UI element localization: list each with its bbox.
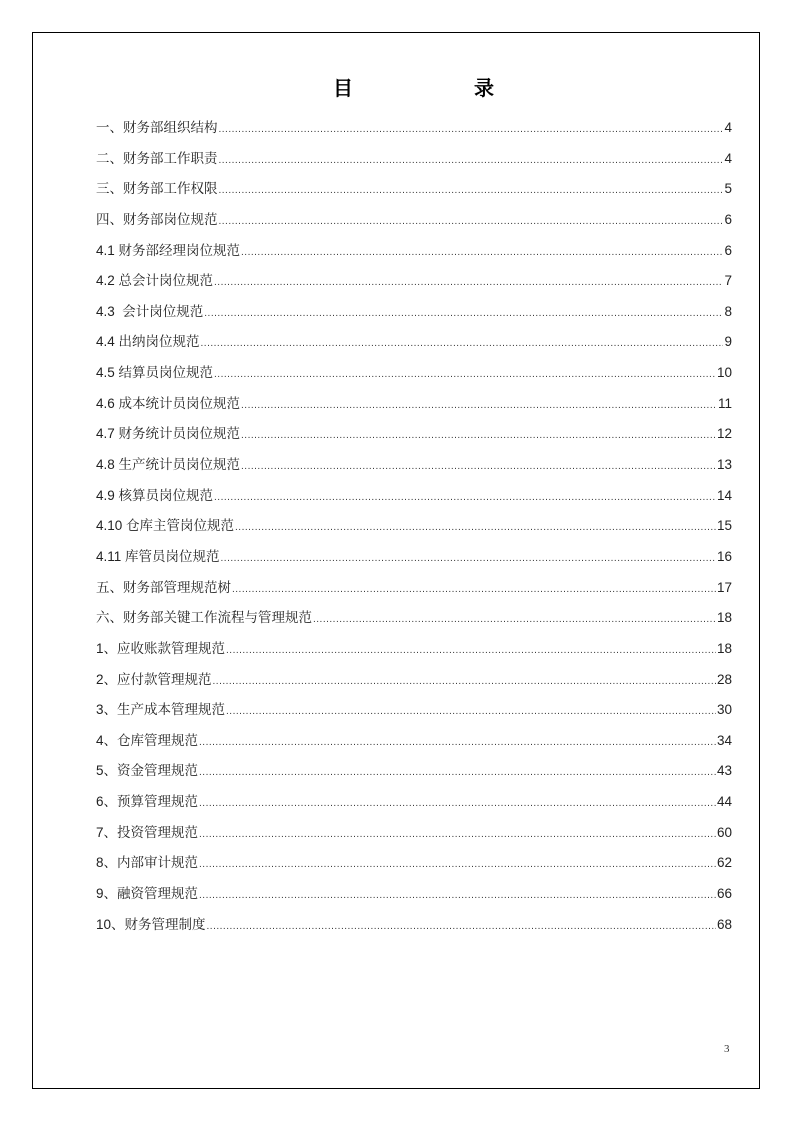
toc-entry[interactable] (96, 118, 732, 149)
toc-entry-page: 60 (716, 824, 732, 840)
toc-entry-label: 一、财务部组织结构 (96, 120, 218, 136)
toc-entry-page: 44 (716, 794, 732, 810)
toc-leader-dots (213, 672, 716, 692)
toc-entry[interactable] (96, 179, 732, 210)
toc-entry[interactable] (96, 761, 732, 792)
toc-entry-label: 四、财务部岗位规范 (96, 211, 218, 228)
toc-entry-page: 18 (716, 610, 732, 626)
toc-leader-dots (201, 334, 724, 354)
toc-entry[interactable] (96, 149, 732, 180)
toc-entry-label: 6、预算管理规范 (96, 794, 199, 810)
toc-entry[interactable] (96, 394, 732, 425)
toc-leader-dots (219, 181, 724, 201)
toc-entry-page: 13 (716, 457, 732, 473)
toc-leader-dots (226, 641, 716, 661)
toc-entry-page: 10 (716, 365, 732, 381)
toc-entry-label: 3、生产成本管理规范 (96, 702, 226, 718)
toc-entry-label: 4.4 出纳岗位规范 (96, 334, 200, 350)
toc-entry[interactable] (96, 547, 732, 578)
toc-entry-page: 5 (724, 181, 732, 197)
toc-entry[interactable] (96, 731, 732, 762)
toc-entry-label: 六、财务部关键工作流程与管理规范 (96, 610, 312, 627)
toc-leader-dots (207, 917, 716, 937)
toc-entry-page: 16 (716, 548, 732, 564)
table-of-contents (96, 118, 732, 945)
toc-title-char-2: 录 (474, 76, 494, 100)
toc-entry-page: 11 (717, 395, 732, 411)
toc-leader-dots (219, 151, 724, 171)
toc-leader-dots (232, 580, 716, 600)
toc-leader-dots (199, 763, 716, 783)
toc-entry-label: 三、财务部工作权限 (96, 181, 218, 198)
toc-leader-dots (214, 488, 716, 508)
toc-entry-label: 1、应收账款管理规范 (96, 640, 226, 656)
toc-entry[interactable] (96, 332, 732, 363)
toc-entry-page: 4 (724, 120, 732, 135)
toc-leader-dots (219, 212, 724, 232)
toc-entry[interactable] (96, 455, 732, 486)
toc-entry-label: 4.8 生产统计员岗位规范 (96, 457, 241, 473)
toc-title (0, 72, 793, 100)
toc-entry[interactable] (96, 792, 732, 823)
toc-entry-label: 2、应付款管理规范 (96, 671, 212, 687)
toc-entry-label: 4.9 核算员岗位规范 (96, 487, 214, 503)
toc-entry-page: 6 (724, 211, 732, 227)
toc-leader-dots (241, 426, 716, 446)
toc-entry-label: 4.10 仓库主管岗位规范 (96, 518, 235, 534)
toc-entry-page: 43 (716, 763, 732, 779)
toc-entry[interactable] (96, 363, 732, 394)
toc-leader-dots (199, 886, 716, 906)
toc-entry-page: 66 (716, 886, 732, 902)
toc-leader-dots (241, 457, 716, 477)
toc-entry-label: 4、仓库管理规范 (96, 732, 199, 748)
toc-entry-label: 五、财务部管理规范树 (96, 579, 231, 596)
toc-leader-dots (241, 396, 717, 416)
toc-entry-label: 4.3 会计岗位规范 (96, 303, 204, 319)
toc-entry-page: 34 (716, 732, 732, 748)
toc-entry-label: 4.6 成本统计员岗位规范 (96, 395, 241, 411)
toc-entry-label: 4.11 库管员岗位规范 (96, 548, 220, 564)
toc-entry-label: 二、财务部工作职责 (96, 150, 218, 167)
toc-entry-page: 62 (716, 855, 732, 871)
toc-leader-dots (214, 273, 723, 293)
toc-entry-page: 12 (716, 426, 732, 442)
toc-leader-dots (241, 243, 723, 263)
toc-leader-dots (199, 794, 716, 814)
toc-entry-page: 28 (716, 671, 732, 687)
toc-leader-dots (214, 365, 716, 385)
toc-entry[interactable] (96, 486, 732, 517)
toc-entry[interactable] (96, 639, 732, 670)
toc-entry[interactable] (96, 884, 732, 915)
toc-entry-label: 4.1 财务部经理岗位规范 (96, 242, 241, 258)
toc-entry-label: 9、融资管理规范 (96, 886, 199, 902)
toc-entry-page: 9 (724, 334, 732, 350)
toc-entry[interactable] (96, 210, 732, 241)
toc-leader-dots (199, 825, 716, 845)
toc-entry-page: 14 (716, 487, 732, 503)
toc-leader-dots (235, 518, 716, 538)
toc-entry-page: 30 (716, 702, 732, 718)
toc-entry-page: 68 (716, 916, 732, 932)
toc-entry-page: 6 (724, 242, 732, 258)
toc-entry[interactable] (96, 608, 732, 639)
toc-entry-label: 7、投资管理规范 (96, 824, 199, 840)
toc-entry[interactable] (96, 915, 732, 946)
toc-entry-label: 4.2 总会计岗位规范 (96, 273, 214, 289)
toc-entry-page: 17 (716, 579, 732, 595)
toc-entry[interactable] (96, 700, 732, 731)
toc-leader-dots (219, 120, 724, 140)
toc-leader-dots (199, 855, 716, 875)
toc-entry[interactable] (96, 670, 732, 701)
toc-entry-page: 15 (716, 518, 732, 534)
toc-entry-label: 8、内部审计规范 (96, 855, 199, 871)
toc-entry-page: 7 (724, 273, 732, 289)
toc-entry[interactable] (96, 271, 732, 302)
toc-leader-dots (204, 304, 723, 324)
page-number: 3 (724, 1043, 730, 1055)
toc-entry-label: 5、资金管理规范 (96, 763, 199, 779)
toc-entry-label: 10、财务管理制度 (96, 916, 206, 932)
toc-entry[interactable] (96, 241, 732, 272)
toc-entry-page: 18 (716, 640, 732, 656)
toc-entry[interactable] (96, 424, 732, 455)
toc-entry[interactable] (96, 302, 732, 333)
toc-leader-dots (221, 549, 716, 569)
toc-leader-dots (226, 702, 716, 722)
toc-leader-dots (313, 610, 716, 630)
toc-entry-label: 4.7 财务统计员岗位规范 (96, 426, 241, 442)
toc-title-char-1: 目 (333, 76, 353, 100)
toc-entry[interactable] (96, 853, 732, 884)
toc-leader-dots (199, 733, 716, 753)
toc-entry[interactable] (96, 516, 732, 547)
toc-entry[interactable] (96, 578, 732, 609)
toc-entry-page: 8 (724, 303, 732, 319)
toc-entry-label: 4.5 结算员岗位规范 (96, 365, 214, 381)
toc-entry-page: 4 (724, 150, 732, 166)
toc-entry[interactable] (96, 823, 732, 854)
